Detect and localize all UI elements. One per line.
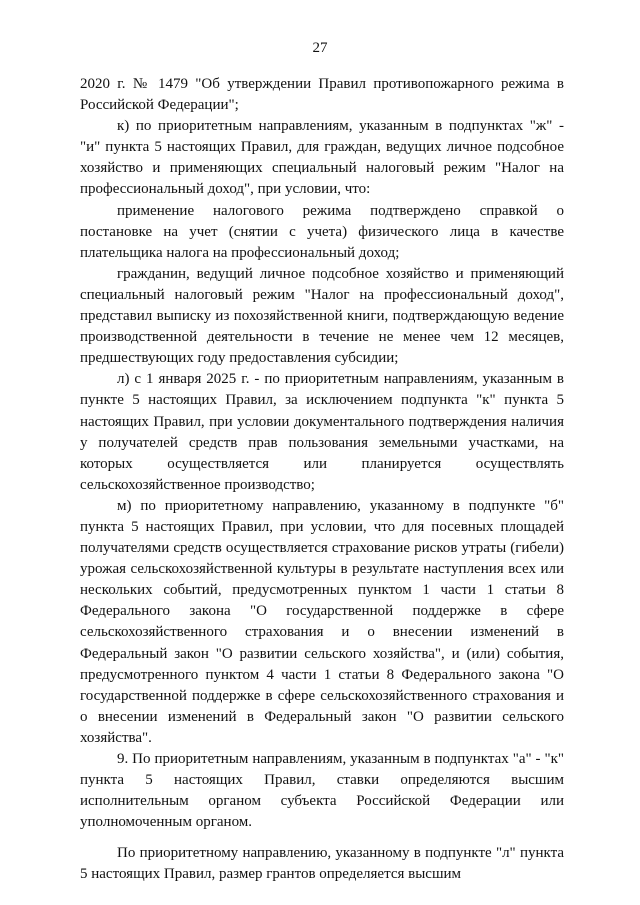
paragraph-4: гражданин, ведущий личное подсобное хозяйство и применяющий специальный налоговый режим "Налог на профессиональный доход", представил выписку из похозяйственной книги, подтверждающую ведение производственной деятельности в течение не менее чем 12 месяцев, предшествующих году предоставления субсидии;: [80, 265, 564, 367]
paragraph-1: 2020 г. № 1479 "Об утверждении Правил противопожарного режима в Российской Федерации";: [80, 76, 564, 114]
paragraph-7: 9. По приоритетным направлениям, указанным в подпунктах "а" - "к" пункта 5 настоящих Правил, ставки определяются высшим исполнительным органом субъекта Российской Федерации или уполномоченным органом.: [80, 751, 564, 831]
paragraph-2: к) по приоритетным направлениям, указанным в подпунктах "ж" - "и" пункта 5 настоящих Правил, для граждан, ведущих личное подсобное хозяйство и применяющих специальный налоговый режим "Налог на профессиональный доход", при условии, что:: [80, 118, 564, 198]
paragraph-6: м) по приоритетному направлению, указанному в подпункте "б" пункта 5 настоящих Правил, при условии, что для посевных площадей получателями средств осуществляется страхование рисков утраты (гибели) урожая сельскохозяйственной культуры в результате наступления всех или нескольких событий, предусмотренных пунктом 1 части 1 статьи 8 Федерального закона "О государственной поддержке в сфере сельскохозяйственного страхования и о внесении изменений в Федеральный закон "О развитии сельского хозяйства", и (или) события, предусмотренного пунктом 4 части 1 статьи 8 Федерального закона "О государственной поддержке в сфере сельскохозяйственного страхования и о внесении изменений в Федеральный закон "О развитии сельского хозяйства".: [80, 497, 564, 746]
paragraph-3: применение налогового режима подтверждено справкой о постановке на учет (снятии с учета) физического лица в качестве плательщика налога на профессиональный доход;: [80, 202, 564, 261]
page-number: 27: [312, 40, 328, 56]
paragraph-8: По приоритетному направлению, указанному в подпункте "л" пункта 5 настоящих Правил, размер грантов определяется высшим: [80, 845, 564, 883]
paragraph-5: л) с 1 января 2025 г. - по приоритетным направлениям, указанным в пункте 5 настоящих Правил, за исключением подпункта "к" пункта 5 настоящих Правил, при условии документального подтверждения наличия у получателей средств прав пользования земельными участками, на которых осуществляется или планируется осуществлять сельскохозяйственное производство;: [80, 371, 564, 493]
document-body: [80, 74, 564, 886]
